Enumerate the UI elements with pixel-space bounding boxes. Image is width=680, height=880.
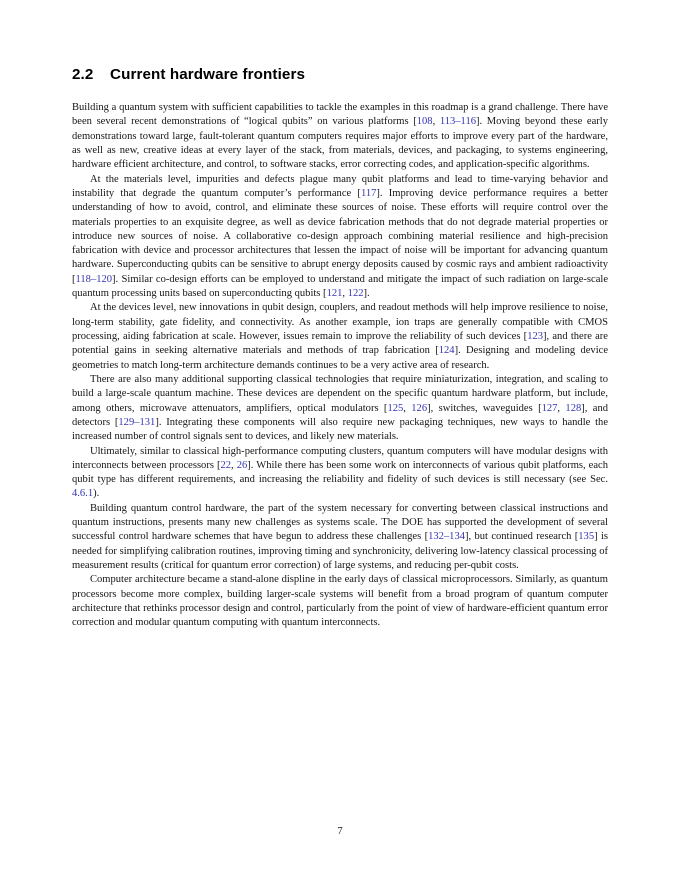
citation-link[interactable]: 123	[527, 331, 544, 342]
citation-link[interactable]: 118–120	[75, 273, 113, 285]
citation-link[interactable]: 22	[220, 459, 232, 471]
paragraph-text: ,	[557, 402, 566, 414]
paragraph-text: ,	[231, 459, 237, 471]
paragraph	[72, 173, 608, 302]
paragraph-text: Building a quantum system with sufficient capabilities to tackle the examples in this roadmap is a grand challenge. There have been several recent demonstrations of “logical qubits” on various platforms [	[72, 102, 608, 128]
citation-link[interactable]: 135	[578, 531, 595, 543]
paragraph	[72, 502, 608, 574]
paragraph-text: Computer architecture became a stand-alone displine in the early days of classical microprocessors. Similarly, as quantum processors become more complex, building larger-scale systems will benefit from a broad program of quantum computer architecture that rethinks processor design and control, particularly from the point of view of hardware-efficient quantum error correction and modular quantum computing with quantum interconnects.	[72, 574, 608, 629]
page-content	[72, 66, 608, 631]
section-title: Current hardware frontiers	[110, 66, 306, 83]
paragraph	[72, 301, 608, 373]
paragraph	[72, 573, 608, 630]
body-text	[72, 101, 608, 631]
paragraph-text: ] is needed for simplifying calibration routines, improving timing and synchronicity, delivering low-latency classical processing of measurement results (critical for quantum error correction) of large systems, and reducing per-qubit costs.	[72, 531, 608, 571]
citation-link[interactable]: 113–116	[439, 116, 476, 128]
paragraph-text: ,	[342, 288, 348, 300]
citation-link[interactable]: 121	[326, 288, 343, 300]
citation-link[interactable]: 128	[565, 402, 582, 414]
citation-link[interactable]: 132–134	[428, 531, 465, 543]
paragraph-text: ].	[363, 288, 370, 300]
citation-link[interactable]: 117	[360, 187, 377, 199]
paragraph	[72, 373, 608, 445]
paragraph-text: At the devices level, new innovations in qubit design, couplers, and readout methods will help improve resilience to noise, long-term stability, gate fidelity, and connectivity. As another example, ion traps are generally compatible with CMOS processing, aiding fabrication at scale. However, issues remain to improve the reliability of such devices [	[72, 302, 608, 342]
citation-link[interactable]: 129–131	[118, 416, 156, 428]
paragraph-text: ], and there are potential gains in seeking alternative materials and methods of trap fabrication [	[72, 331, 608, 357]
paragraph-text: ], switches, waveguides [	[427, 402, 542, 414]
citation-link[interactable]: 108	[416, 116, 433, 128]
paragraph-text: Ultimately, similar to classical high-performance computing clusters, quantum computers will have modular designs with interconnects between processors [	[72, 445, 608, 471]
paragraph-text: Building quantum control hardware, the part of the system necessary for converting between classical instructions and quantum instructions, presents many new challenges as systems scale. The DOE has supported the development of several successful control hardware schemes that have begun to address these challenges [	[72, 502, 608, 543]
citation-link[interactable]: 127	[541, 402, 558, 414]
paragraph-text: ]. Integrating these components will also require new packaging techniques, new ways to handle the increased number of control signals sent to devices, and likely new materials.	[72, 416, 608, 443]
paragraph-text: ).	[93, 488, 100, 500]
citation-link[interactable]: 122	[347, 288, 364, 300]
paragraph-text: ]. Improving device performance requires a better understanding of how to avoid, control, and eliminate these sources of noise. These efforts will require control over the materials properties to an exquisite degree, as well as device fabrication methods that do not degrade material properties or introduce new sources of noise. A collaborative co-design approach combining material resilience and high-precision fabrication with device and processor architectures that lessen the impact of noise will be important for advancing quantum hardware. Superconducting qubits can be sensitive to abrupt energy deposits caused by cosmic rays and ambient radioactivity [	[72, 187, 608, 285]
paragraph-text: At the materials level, impurities and defects plague many qubit platforms and lead to time-varying behavior and instability that degrade the quantum computer’s performance [	[72, 173, 608, 199]
citation-link[interactable]: 124	[438, 345, 455, 357]
section-heading	[72, 66, 608, 83]
paragraph-text: ]. Similar co-design efforts can be employed to understand and mitigate the impact of such radiation on large-scale quantum processing units based on superconducting qubits [	[72, 273, 608, 300]
paragraph-text: ]. While there has been some work on interconnects of various qubit platforms, each qubit type has different requirements, and increasing the reliability and fidelity of such devices is still necessary (see Sec.	[72, 459, 608, 486]
page-number: 7	[337, 826, 343, 837]
citation-link[interactable]: 126	[411, 402, 428, 414]
paragraph-text: ]. Moving beyond these early demonstrations toward large, fault-tolerant quantum computers requires major efforts to improve every part of the hardware, as well as new, creative ideas at every layer of the stack, from materials, devices, and packaging, to systems engineering, hardware efficient architecture, and control, to software stacks, error correcting codes, and application-specific algorithms.	[72, 116, 608, 171]
paragraph-text: ,	[403, 402, 412, 414]
section-number: 2.2	[72, 66, 94, 83]
paragraph-text: ]. Designing and modeling device geometries to match long-term architecture demands continues to be a very active area of research.	[72, 345, 609, 371]
paragraph-text: There are also many additional supporting classical technologies that require miniaturization, integration, and scaling to build a large-scale quantum machine. These devices are dependent on the specific quantum hardware platform, but include, among others, microwave attenuators, amplifiers, optical modulators [	[72, 373, 608, 414]
citation-link[interactable]: 4.6.1	[72, 488, 94, 500]
citation-link[interactable]: 125	[387, 402, 404, 414]
citation-link[interactable]: 26	[236, 459, 248, 471]
paragraph-text: ], but continued research [	[465, 531, 579, 543]
paragraph-text: ], and detectors [	[72, 402, 608, 428]
paragraph	[72, 101, 608, 173]
paragraph	[72, 445, 608, 502]
paragraph-text: ,	[432, 116, 440, 128]
